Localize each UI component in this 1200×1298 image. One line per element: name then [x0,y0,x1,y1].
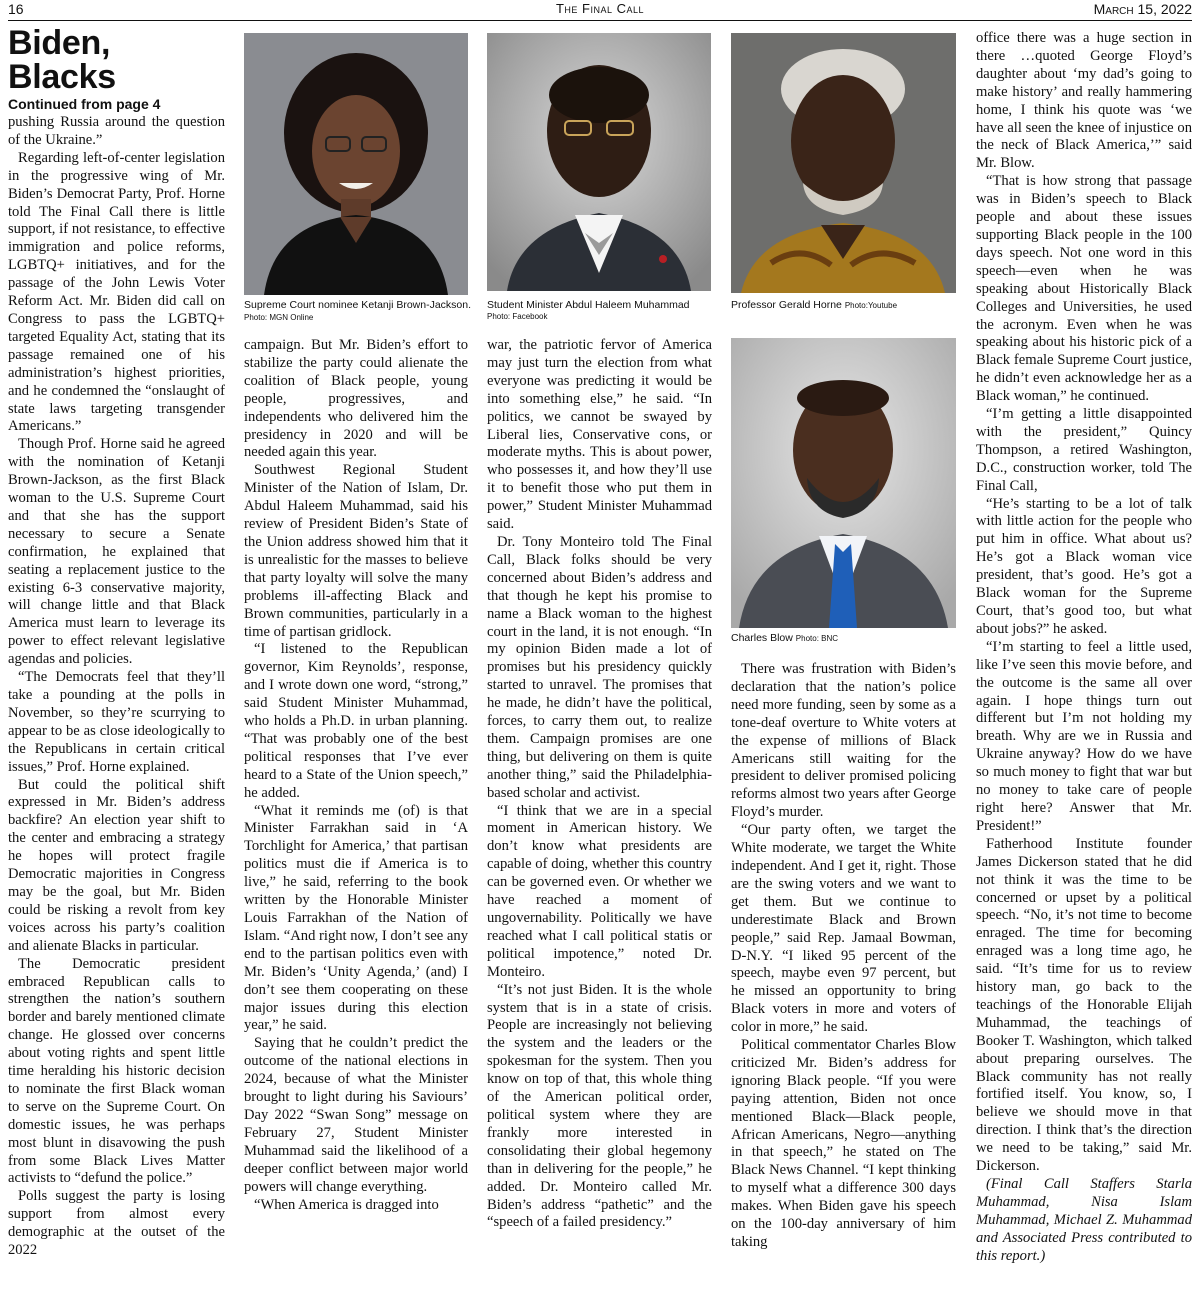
photo-credit: Photo: BNC [795,634,839,643]
paragraph: Southwest Regional Student Minister of the Nation of Islam, Dr. Abdul Haleem Muhammad, said his review of President Biden’s State of the Union address showed him that it is unrealistic for the masses to believe that party loyalty will solve the many problems ill-affecting Black and Brown communities, particularly in a time of partisan gridlock. [244,462,468,640]
caption-text: Student Minister Abdul Haleem Muhammad [487,299,690,311]
photo-jackson [244,33,468,295]
photo-caption-jackson [244,299,472,324]
article-column-1 [8,26,225,1294]
paragraph: “He’s starting to be a lot of talk with little action for the people who put him in office. What about us? He’s got a Black woman vice president, that’s good. He’s got a Black woman for the Supreme Court, that’s good too, but what about jobs?” he asked. [976,495,1192,637]
photo-caption-horne [731,299,959,312]
paragraph: “The Democrats feel that they’ll take a pounding at the polls in November, so they’re scurrying to appear to be as close ideologically to the Republicans in certain critical issues,” Prof. Horne explained. [8,669,225,775]
paragraph: There was frustration with Biden’s declaration that the nation’s police need more funding, seen by some as a tone-deaf overture to White voters at the expense of millions of Black Americans still waiting for the president to deliver promised policing reforms almost two years after George Floyd’s murder. [731,661,956,821]
paragraph: But could the political shift expressed in Mr. Biden’s address backfire? An election year shift to the center and embracing a strategy he hopes will protect fragile Democratic majorities in Congress may be the goal, but Mr. Biden could be risking a revolt from key voices across his party’s coalition and alienate Blacks in particular. [8,776,225,954]
paragraph: Dr. Tony Monteiro told The Final Call, Black folks should be very concerned about Biden’s address and that though he kept his promise to name a Black woman to the highest court in the land, it is not enough. “In my opinion Biden made a lot of promises but his presidency quickly started to unravel. The promises that he made, he didn’t have the political, forces, to carry them out, to realize them. Campaign promises are one thing, but delivering on them is quite another thing,” said the Philadelphia-based scholar and activist. [487,533,712,801]
paragraph: pushing Russia around the question of the Ukraine.” [8,114,225,148]
paragraph: “When America is dragged into [254,1196,439,1213]
photo-credit: Photo: Facebook [487,312,548,321]
paragraph: “I’m getting a little disappointed with the president,” Quincy Thompson, a retired Washington, D.C., construction worker, told The Final Call, [976,406,1192,494]
contributor-credits: (Final Call Staffers Starla Muhammad, Nisa Islam Muhammad, Michael Z. Muhammad and Associated Press contributed to this report.) [976,1176,1192,1264]
paragraph: “It’s not just Biden. It is the whole system that is in a state of crisis. People are increasingly not believing the system and the leaders or the spokesman for the system. Then you know on top of that, this whole thing of the American political order, political system where they are frankly more interested in consolidating their global hegemony than in delivering for the people,” he added. Dr. Monteiro called Mr. Biden’s address “pathetic” and the “speech of a failed presidency.” [487,981,712,1231]
photo-credit: Photo: MGN Online [244,313,314,322]
caption-text: Charles Blow [731,632,793,644]
paragraph: “I’m starting to feel a little used, like I’ve seen this movie before, and the outcome is the same all over again. I hope things turn out different but I’m not holding my breath. Why are we in Russia and Ukraine anyway? How do we have so much money to fight that war but no money to take care of people right here? Answer that Mr. President!” [976,638,1192,834]
photo-credit: Photo:Youtube [844,301,898,310]
photo-caption-blow [731,632,959,645]
article-column-3 [487,337,712,1294]
article-column-2 [244,337,468,1294]
paragraph: “I think that we are in a special moment in American history. We don’t know what presidents are capable of doing, whether this country can be governed even. Or whether we have reached a moment of ungovernability. Politically we have reached what I call political statis or political impotence,” noted Dr. Monteiro. [487,802,712,980]
publication-name: The Final Call [555,1,645,16]
photo-blow [731,338,956,628]
photo-horne [731,33,956,293]
paragraph: campaign. But Mr. Biden’s effort to stabilize the party could alienate the coalition of Black people, young people, progressives, and independents who delivered him the presidency in 2020 and will be needed again this year. [244,337,468,461]
page-header [8,0,1192,21]
paragraph: “I listened to the Republican governor, Kim Reynolds’, response, and I wrote down one word, “strong,” said Student Minister Muhammad, who holds a Ph.D. in urban planning. “That was probably one of the best political responses that I’ve ever heard to a State of the Union speech,” he added. [244,641,468,801]
paragraph: war, the patriotic fervor of America may just turn the election from what everyone was predicting it would be into something else,” he said. “In politics, we cannot be swayed by Liberal lies, Conservative cons, or moderate myths. This is about power, who possesses it, and how they’ll use it to benefit those who put them in power,” Student Minister Muhammad said. [487,337,712,533]
paragraph: “Our party often, we target the White moderate, we target the White independent. And I get it, right. Those are the swing voters and we want to get them. But we continue to underestimate Black and Brown people,” said Rep. Jamaal Bowman, D-N.Y. “I liked 95 percent of the speech, maybe even 97 percent, but he missed an opportunity to bring Black voters in more and voters of color in more,” he said. [731,822,956,1036]
paragraph: Regarding left-of-center legislation in the progressive wing of Mr. Biden’s Democrat Party, Prof. Horne told The Final Call there is little support, if not resistance, to effective immigration and police reforms, LGBTQ+ initiatives, and for the passage of the John Lewis Voter Reform Act. Mr. Biden did call on Congress to pass the LGBTQ+ targeted Equality Act, stating that its passage remained one of his administration’s highest priorities, and he condemned the “onslaught of state laws targeting transgender Americans.” [8,149,225,435]
issue-date: March 15, 2022 [1093,1,1192,17]
paragraph: Polls suggest the party is losing support from almost every demographic at the outset of the 2022 [8,1188,225,1259]
paragraph: Political commentator Charles Blow criticized Mr. Biden’s address for ignoring Black people. “If you were paying attention, Biden not once mentioned Black—Black people, African Americans, Negro—anything in that speech,” he stated on The Black News Channel. “I kept thinking to myself what a difference 300 days makes. When Biden gave his speech on the 100-day anniversary of him taking [731,1037,956,1250]
article-column-5 [976,30,1192,1294]
photo-caption-muhammad [487,299,715,323]
paragraph: Saying that he couldn’t predict the outcome of the national elections in 2024, because of what the Minister brought to light during his Saviours’ Day 2022 “Swan Song” message on February 27, Student Minister Muhammad said the likelihood of a deeper conflict between major world powers will change everything. [244,1035,468,1195]
paragraph: Fatherhood Institute founder James Dickerson stated that he did not think it was the time to be concerned or upset by a political speech. “No, it’s not time to become enraged. The time for becoming enraged was a long time ago, he said. “It’s time for us to review history man, go back to the teachings of the Honorable Elijah Muhammad, the teachings of Booker T. Washington, which talked about preparing ourselves. The Black community has not really fortified itself. You know, so, I believe we should move in that direction. I think that’s the direction we need to be taking,” said Mr. Dickerson. [976,835,1192,1175]
paragraph: office there was a huge section in there …quoted George Floyd’s daughter about ‘my dad’s going to make history’ and really hammering home, I think his quote was ‘we have all seen the knee of injustice on the neck of Black America,’” said Mr. Blow. [976,30,1192,172]
paragraph: The Democratic president embraced Republican calls to strengthen the nation’s southern border and barely mentioned climate change. He glossed over concerns about voting rights and spent little time heralding his historic decision to nominate the first Black woman to serve on the Supreme Court. On domestic issues, he was perhaps most blunt in disavowing the push from some Black Lives Matter activists to “defund the police.” [8,955,225,1187]
paragraph: “What it reminds me (of) is that Minister Farrakhan said in ‘A Torchlight for America,’ that partisan politics must die if America is to live,” he said, referring to the book written by the Honorable Minister Louis Farrakhan of the Nation of Islam. “And right now, I don’t see any end to the partisan politics even with Mr. Biden’s ‘Unity Agenda,’ (and) I don’t see them cooperating on these major issues during this election year,” he said. [244,802,468,1034]
photo-muhammad [487,33,711,291]
headline: Biden, Blacks [8,26,116,96]
article-column-4 [731,661,956,1294]
page-number: 16 [8,1,24,17]
paragraph: Though Prof. Horne said he agreed with the nomination of Ketanji Brown-Jackson, as the first Black woman to the U.S. Supreme Court and that she has the support necessary to secure a Senate confirmation, he explained that seating a replacement justice to the existing 6-3 conservative majority, will change little and that Black America must learn to leverage its power to effect relevant legislative agendas and policies. [8,436,225,668]
caption-text: Professor Gerald Horne [731,299,842,311]
caption-text: Supreme Court nominee Ketanji Brown-Jackson. [244,299,472,311]
paragraph: “That is how strong that passage was in Biden’s speech to Black people and about these issues supporting Black people in the 100 days speech. Not one word in this speech—even when he was speaking about Historically Black Colleges and Universities, he used the acronym. Even when he was speaking about his historic pick of a Black female Supreme Court justice, he didn’t even acknowledge her as a Black woman,” he continued. [976,173,1192,405]
continued-line: Continued from page 4 [8,96,161,112]
